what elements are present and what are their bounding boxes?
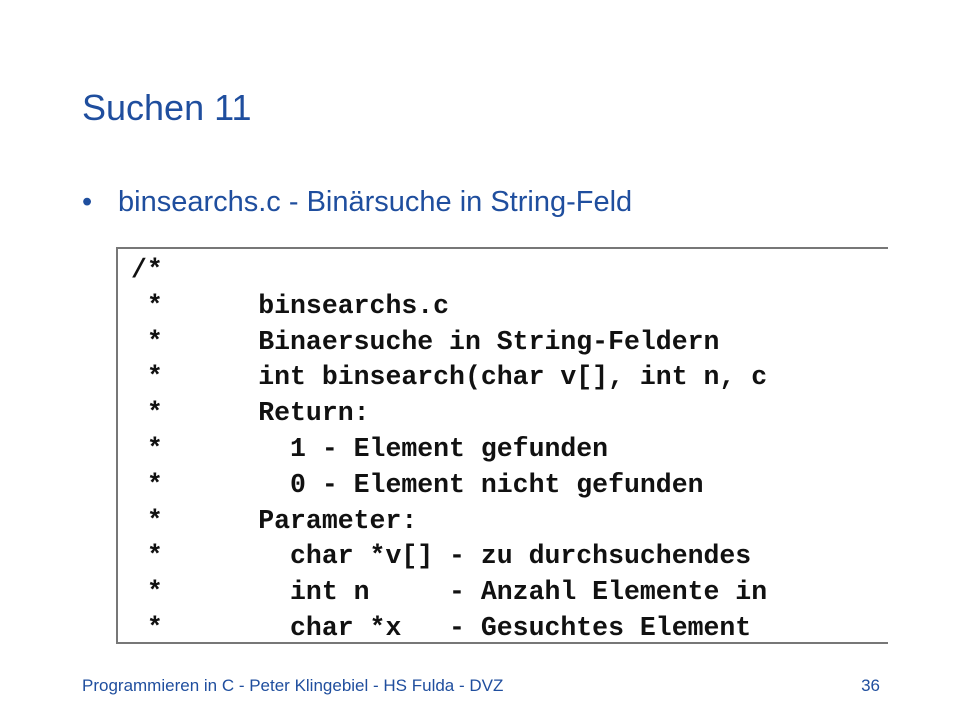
bullet-dot-icon: •	[82, 186, 93, 218]
code-line: * Parameter:	[131, 505, 418, 536]
code-line: * int n - Anzahl Elemente in	[131, 577, 768, 608]
code-line: * Binaersuche in String-Feldern	[131, 326, 720, 357]
code-line: * char *v[] - zu durchsuchendes	[131, 541, 752, 572]
code-line: * char *x - Gesuchtes Element	[131, 612, 752, 643]
page-number: 36	[861, 676, 880, 695]
code-line: * binsearchs.c	[131, 290, 450, 321]
bullet-text: binsearchs.c - Binärsuche in String-Feld	[118, 186, 633, 218]
slide-title: Suchen 11	[82, 87, 252, 128]
code-block	[116, 247, 888, 644]
code-line: * Return:	[131, 398, 370, 429]
code-line: /*	[131, 255, 163, 285]
bullet-item	[82, 186, 632, 219]
code-line: * int binsearch(char v[], int n, c	[131, 362, 768, 393]
code-lines	[118, 249, 888, 644]
code-line: * 1 - Element gefunden	[131, 433, 609, 464]
footer-text: Programmieren in C - Peter Klingebiel - HS Fulda - DVZ	[82, 676, 504, 695]
code-line: * 0 - Element nicht gefunden	[131, 469, 704, 500]
